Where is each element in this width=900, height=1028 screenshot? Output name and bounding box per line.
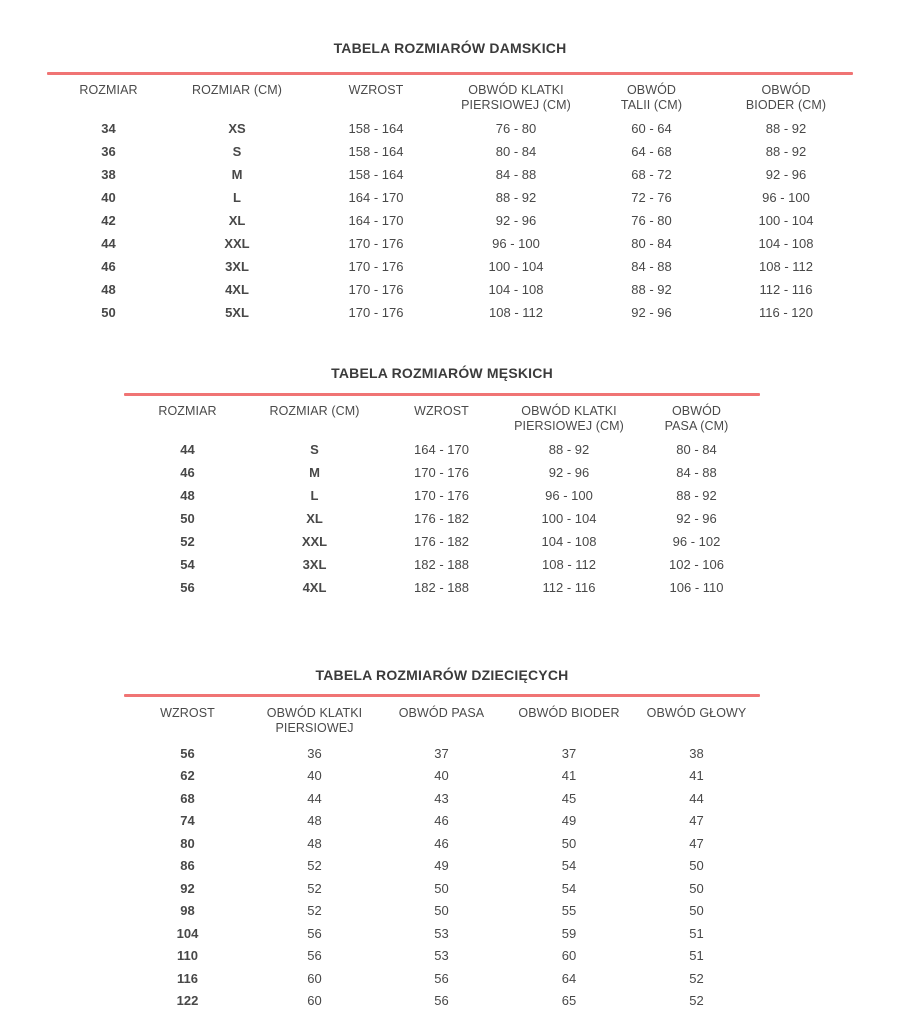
cell: 102 - 106 (669, 557, 724, 572)
cell: S (232, 144, 242, 159)
column-header: OBWÓD BIODER (518, 706, 620, 720)
cell: 48 (307, 813, 322, 829)
cell: 96 - 100 (492, 236, 540, 251)
cell: 92 - 96 (676, 511, 717, 526)
cell: 92 - 96 (548, 465, 590, 480)
cell: 104 - 108 (758, 236, 814, 251)
cell: 80 - 84 (631, 236, 672, 251)
cell: 96 - 102 (672, 534, 721, 549)
cell: 170 - 176 (348, 236, 404, 251)
cell: 44 (689, 790, 704, 806)
cell: 47 (689, 813, 704, 829)
cell: 46 (434, 813, 449, 829)
table-row (47, 301, 853, 324)
cell: XL (228, 213, 246, 228)
cell: 37 (434, 745, 449, 761)
table-row (124, 787, 760, 810)
column-header: OBWÓD PASA (CM) (664, 404, 729, 433)
cell: XXL (224, 236, 250, 251)
cell: 80 - 84 (676, 442, 717, 457)
cell: 38 (101, 167, 116, 182)
cell: 68 - 72 (631, 167, 672, 182)
cell: 42 (101, 213, 116, 228)
cell: 80 (180, 835, 195, 851)
cell: 92 - 96 (765, 167, 807, 182)
cell: 44 (101, 236, 116, 251)
column-header: ROZMIAR (CM) (191, 83, 283, 97)
cell: 44 (180, 442, 195, 457)
cell: 96 - 100 (545, 488, 593, 503)
table-row (124, 576, 760, 599)
cell: 96 - 100 (762, 190, 810, 205)
cell: 55 (561, 903, 577, 919)
children-size-table-section (124, 667, 760, 1012)
table-row (124, 922, 760, 945)
cell: M (309, 465, 320, 480)
cell: 158 - 164 (348, 167, 404, 182)
cell: 164 - 170 (348, 190, 404, 205)
cell: 56 (180, 745, 195, 761)
cell: 108 - 112 (542, 557, 596, 572)
cell: 4XL (302, 580, 327, 595)
women-size-table-section (47, 40, 853, 324)
cell: 84 - 88 (495, 167, 537, 182)
table-row (47, 140, 853, 163)
cell: 51 (689, 925, 704, 941)
table-row (124, 742, 760, 765)
cell: 76 - 80 (495, 121, 537, 136)
cell: 50 (689, 903, 704, 919)
cell: 176 - 182 (414, 511, 469, 526)
cell: 100 - 104 (488, 259, 544, 274)
column-header: ROZMIAR (158, 404, 217, 418)
cell: 50 (561, 835, 577, 851)
table-row (47, 255, 853, 278)
cell: 54 (180, 557, 195, 572)
cell: L (310, 488, 319, 503)
cell: XL (306, 511, 323, 526)
cell: 3XL (225, 259, 249, 274)
table-row (124, 877, 760, 900)
cell: 40 (101, 190, 116, 205)
cell: 104 (176, 925, 199, 941)
cell: 52 (689, 970, 704, 986)
header-row (47, 75, 853, 117)
cell: 52 (689, 993, 704, 1009)
men-size-table (124, 396, 760, 599)
column-header: WZROST (414, 404, 469, 418)
cell: 158 - 164 (348, 144, 404, 159)
table-row (124, 832, 760, 855)
cell: 92 - 96 (495, 213, 537, 228)
men-table-title: TABELA ROZMIARÓW MĘSKICH (331, 365, 553, 381)
cell: 48 (180, 488, 195, 503)
table-row (47, 186, 853, 209)
cell: 40 (434, 768, 449, 784)
cell: 164 - 170 (348, 213, 404, 228)
cell: 110 (177, 948, 198, 964)
cell: 84 - 88 (676, 465, 717, 480)
cell: 86 (180, 858, 195, 874)
cell: 60 - 64 (631, 121, 672, 136)
cell: 88 - 92 (548, 442, 590, 457)
table-row (124, 530, 760, 553)
header-row (124, 396, 760, 438)
cell: 170 - 176 (414, 465, 469, 480)
cell: 100 - 104 (541, 511, 597, 526)
cell: 80 - 84 (495, 144, 537, 159)
cell: 49 (561, 813, 577, 829)
cell: 50 (101, 305, 116, 320)
cell: 62 (180, 768, 195, 784)
cell: 34 (101, 121, 116, 136)
column-header: OBWÓD TALII (CM) (620, 83, 683, 112)
cell: 54 (561, 880, 577, 896)
cell: 41 (689, 768, 704, 784)
column-header: ROZMIAR (CM) (269, 404, 360, 418)
table-row (124, 810, 760, 833)
cell: 56 (180, 580, 195, 595)
cell: 182 - 188 (414, 580, 469, 595)
column-header: OBWÓD KLATKI PIERSIOWEJ (CM) (514, 404, 624, 433)
cell: 74 (180, 813, 195, 829)
table-row (47, 209, 853, 232)
cell: 170 - 176 (348, 259, 404, 274)
cell: 170 - 176 (348, 305, 404, 320)
cell: 116 - 120 (759, 305, 813, 320)
cell: 49 (434, 858, 449, 874)
table-row (124, 855, 760, 878)
cell: 60 (307, 993, 322, 1009)
cell: 100 - 104 (758, 213, 814, 228)
cell: 3XL (302, 557, 327, 572)
cell: 50 (689, 880, 704, 896)
cell: 98 (180, 903, 195, 919)
cell: 104 - 108 (541, 534, 597, 549)
table-row (47, 117, 853, 140)
cell: 46 (434, 835, 449, 851)
cell: 5XL (225, 305, 249, 320)
cell: 84 - 88 (631, 259, 672, 274)
column-header: OBWÓD PASA (398, 706, 485, 720)
cell: 50 (180, 511, 195, 526)
column-header: OBWÓD GŁOWY (646, 706, 747, 720)
cell: 52 (307, 880, 322, 896)
cell: 65 (561, 993, 577, 1009)
cell: 40 (307, 768, 322, 784)
column-header: OBWÓD KLATKI PIERSIOWEJ (266, 706, 363, 735)
column-header: OBWÓD KLATKI PIERSIOWEJ (CM) (461, 83, 571, 112)
cell: 43 (434, 790, 449, 806)
table-row (124, 765, 760, 788)
cell: 122 (176, 993, 199, 1009)
cell: 64 (561, 970, 577, 986)
cell: 50 (689, 858, 704, 874)
cell: 88 - 92 (631, 282, 672, 297)
table-row (124, 484, 760, 507)
cell: 52 (180, 534, 195, 549)
cell: 50 (434, 880, 449, 896)
children-size-table (124, 697, 760, 1012)
cell: 116 (177, 970, 198, 986)
table-row (124, 900, 760, 923)
men-size-table-section (124, 365, 760, 599)
cell: 53 (434, 948, 449, 964)
table-row (124, 945, 760, 968)
cell: 53 (434, 925, 449, 941)
column-header: ROZMIAR (79, 83, 138, 97)
table-row (124, 461, 760, 484)
cell: 38 (689, 745, 704, 761)
cell: 164 - 170 (414, 442, 469, 457)
cell: 158 - 164 (348, 121, 404, 136)
cell: 48 (307, 835, 322, 851)
table-row (124, 507, 760, 530)
cell: M (231, 167, 243, 182)
cell: 72 - 76 (631, 190, 672, 205)
cell: 68 (180, 790, 195, 806)
cell: L (233, 190, 241, 205)
cell: 88 - 92 (765, 121, 807, 136)
table-row (47, 232, 853, 255)
table-row (124, 553, 760, 576)
cell: 176 - 182 (414, 534, 469, 549)
cell: 64 - 68 (631, 144, 672, 159)
cell: 104 - 108 (488, 282, 544, 297)
cell: 47 (689, 835, 704, 851)
cell: 112 - 116 (759, 282, 813, 297)
cell: XS (228, 121, 246, 136)
cell: 56 (434, 993, 449, 1009)
cell: 88 - 92 (676, 488, 717, 503)
cell: 182 - 188 (414, 557, 469, 572)
cell: 106 - 110 (669, 580, 724, 595)
women-size-table (47, 75, 853, 324)
cell: 45 (561, 790, 577, 806)
children-table-title: TABELA ROZMIARÓW DZIECIĘCYCH (315, 667, 569, 683)
cell: 56 (434, 970, 449, 986)
cell: 60 (561, 948, 577, 964)
cell: 48 (101, 282, 116, 297)
cell: 76 - 80 (631, 213, 672, 228)
cell: 88 - 92 (765, 144, 807, 159)
cell: 170 - 176 (414, 488, 469, 503)
cell: 46 (101, 259, 116, 274)
cell: 112 - 116 (542, 580, 596, 595)
cell: 170 - 176 (348, 282, 404, 297)
cell: 51 (689, 948, 704, 964)
cell: 36 (307, 745, 322, 761)
cell: XXL (301, 534, 328, 549)
women-table-title: TABELA ROZMIARÓW DAMSKICH (333, 40, 567, 56)
cell: 56 (307, 948, 322, 964)
cell: 37 (561, 745, 577, 761)
cell: 60 (307, 970, 322, 986)
column-header: WZROST (160, 706, 215, 720)
cell: 50 (434, 903, 449, 919)
cell: 108 - 112 (759, 259, 813, 274)
cell: 52 (307, 858, 322, 874)
cell: 92 - 96 (631, 305, 672, 320)
cell: 36 (101, 144, 116, 159)
table-row (124, 967, 760, 990)
cell: 88 - 92 (495, 190, 537, 205)
cell: 52 (307, 903, 322, 919)
cell: 59 (561, 925, 577, 941)
table-row (47, 163, 853, 186)
cell: S (310, 442, 319, 457)
table-row (47, 278, 853, 301)
cell: 44 (307, 790, 322, 806)
cell: 4XL (225, 282, 249, 297)
cell: 41 (561, 768, 577, 784)
table-row (124, 990, 760, 1013)
cell: 108 - 112 (489, 305, 543, 320)
column-header: OBWÓD BIODER (CM) (745, 83, 827, 112)
table-row (124, 438, 760, 461)
cell: 46 (180, 465, 195, 480)
cell: 54 (561, 858, 577, 874)
header-row (124, 697, 760, 742)
cell: 92 (180, 880, 195, 896)
column-header: WZROST (348, 83, 404, 97)
cell: 56 (307, 925, 322, 941)
